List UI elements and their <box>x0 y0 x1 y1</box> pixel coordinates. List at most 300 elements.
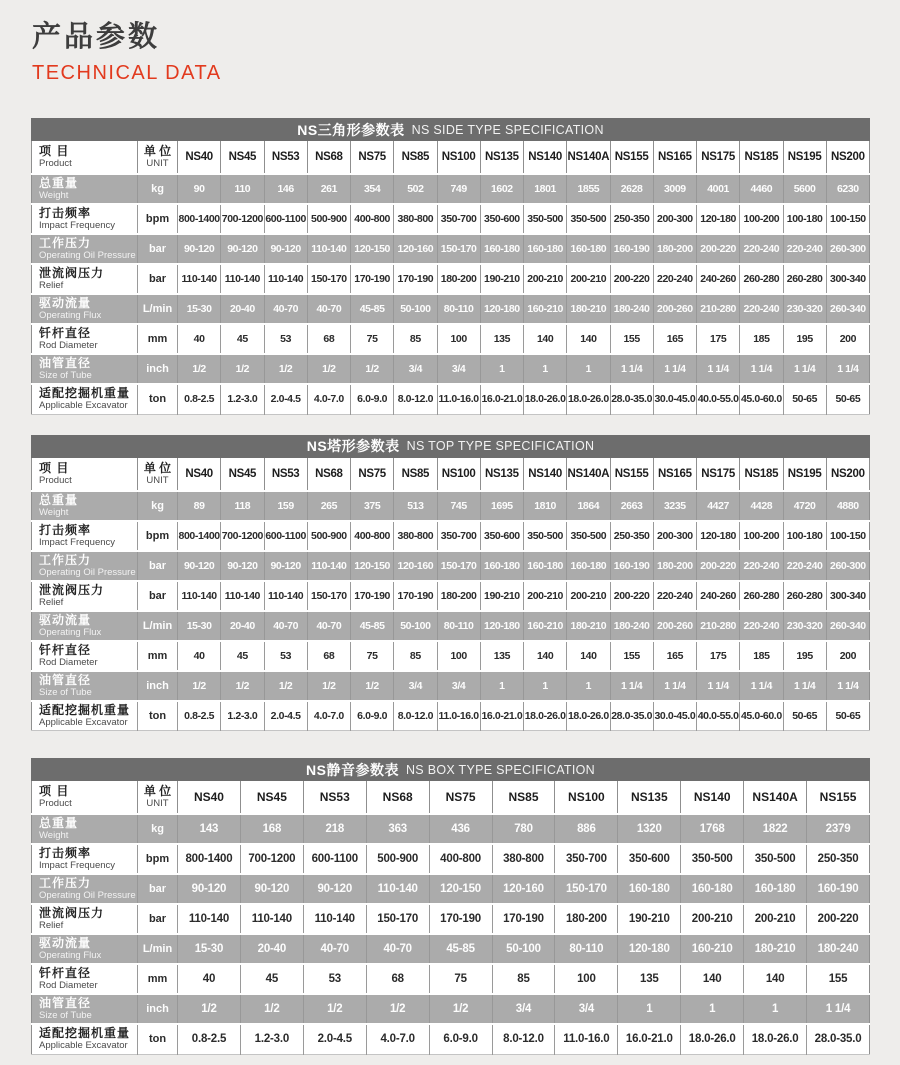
spec-value-cell: 100-200 <box>740 204 783 234</box>
spec-value-cell: 1822 <box>744 814 807 844</box>
row-unit-cell: bpm <box>138 204 178 234</box>
table-row <box>32 874 870 904</box>
row-label-en: Size of Tube <box>39 370 92 381</box>
spec-value-cell: 175 <box>697 324 740 354</box>
spec-value-cell: 40 <box>178 964 241 994</box>
spec-value-cell: 140 <box>744 964 807 994</box>
spec-value-cell: 749 <box>437 174 480 204</box>
spec-value-cell: 68 <box>307 641 350 671</box>
spec-value-cell: 1.2-3.0 <box>240 1024 303 1054</box>
spec-value-cell: 1 1/4 <box>697 671 740 701</box>
spec-table-1 <box>31 118 870 415</box>
model-header: NS53 <box>264 141 307 174</box>
model-header: NS68 <box>366 781 429 814</box>
spec-value-cell: 146 <box>264 174 307 204</box>
spec-value-cell: 500-900 <box>366 844 429 874</box>
spec-value-cell: 18.0-26.0 <box>524 384 567 414</box>
spec-value-cell: 1 <box>567 354 610 384</box>
spec-value-cell: 1/2 <box>178 994 241 1024</box>
spec-value-cell: 2.0-4.5 <box>264 701 307 731</box>
spec-value-cell: 218 <box>303 814 366 844</box>
spec-value-cell: 1801 <box>524 174 567 204</box>
spec-value-cell: 1 1/4 <box>697 354 740 384</box>
row-unit-cell: kg <box>138 814 178 844</box>
row-unit-cell: bpm <box>138 521 178 551</box>
spec-value-cell: 2.0-4.5 <box>264 384 307 414</box>
spec-value-cell: 375 <box>351 491 394 521</box>
row-label-zh: 适配挖掘机重量 <box>39 1026 131 1041</box>
spec-value-cell: 110-140 <box>178 581 221 611</box>
spec-value-cell: 200-210 <box>744 904 807 934</box>
spec-value-cell: 40-70 <box>303 934 366 964</box>
spec-value-cell: 4428 <box>740 491 783 521</box>
spec-value-cell: 120-180 <box>618 934 681 964</box>
spec-value-cell: 200-220 <box>610 264 653 294</box>
row-label-cell <box>32 671 138 701</box>
spec-value-cell: 165 <box>653 641 696 671</box>
spec-value-cell: 110-140 <box>303 904 366 934</box>
spec-value-cell: 1.2-3.0 <box>221 384 264 414</box>
spec-value-cell: 50-65 <box>826 701 869 731</box>
header-product-en: Product <box>39 798 72 809</box>
spec-value-cell: 90-120 <box>178 874 241 904</box>
row-label-en: Operating Oil Pressure <box>39 890 136 901</box>
spec-value-cell: 160-180 <box>744 874 807 904</box>
spec-value-cell: 1768 <box>681 814 744 844</box>
row-label-en: Applicable Excavator <box>39 400 128 412</box>
spec-value-cell: 200-210 <box>567 264 610 294</box>
model-header: NS45 <box>221 458 264 491</box>
row-label-zh: 工作压力 <box>39 236 92 250</box>
header-product-en: Product <box>39 158 72 169</box>
spec-value-cell: 80-110 <box>437 611 480 641</box>
model-header: NS68 <box>307 458 350 491</box>
spec-value-cell: 350-600 <box>480 204 523 234</box>
row-label-zh: 钎杆直径 <box>39 642 92 657</box>
spec-value-cell: 220-240 <box>740 294 783 324</box>
header-unit-en: UNIT <box>146 158 169 169</box>
spec-value-cell: 1 <box>567 671 610 701</box>
spec-value-cell: 220-240 <box>653 581 696 611</box>
spec-value-cell: 180-240 <box>610 611 653 641</box>
spec-value-cell: 120-180 <box>480 611 523 641</box>
model-header: NS100 <box>555 781 618 814</box>
row-label-cell <box>32 264 138 294</box>
table-title-zh: NS静音参数表 <box>306 761 399 778</box>
spec-value-cell: 50-65 <box>783 701 826 731</box>
spec-value-cell: 15-30 <box>178 611 221 641</box>
spec-value-cell: 350-600 <box>618 844 681 874</box>
spec-value-cell: 8.0-12.0 <box>394 384 437 414</box>
table-title <box>31 758 870 781</box>
row-label-cell <box>32 354 138 384</box>
row-label-en: Operating Oil Pressure <box>39 566 136 578</box>
spec-value-cell: 110 <box>221 174 264 204</box>
spec-value-cell: 350-700 <box>437 521 480 551</box>
row-label-zh: 油管直径 <box>39 996 92 1010</box>
table-row <box>32 671 870 701</box>
spec-grid <box>31 458 870 732</box>
spec-value-cell: 350-700 <box>555 844 618 874</box>
spec-value-cell: 118 <box>221 491 264 521</box>
spec-value-cell: 1/2 <box>221 354 264 384</box>
model-header: NS68 <box>307 141 350 174</box>
spec-value-cell: 180-200 <box>555 904 618 934</box>
spec-value-cell: 260-300 <box>826 234 869 264</box>
spec-value-cell: 11.0-16.0 <box>437 384 480 414</box>
table-row <box>32 641 870 671</box>
spec-value-cell: 45 <box>221 641 264 671</box>
spec-value-cell: 160-210 <box>524 611 567 641</box>
spec-value-cell: 200-210 <box>524 581 567 611</box>
spec-value-cell: 20-40 <box>240 934 303 964</box>
spec-value-cell: 168 <box>240 814 303 844</box>
header-unit-zh: 单 位 <box>143 460 172 475</box>
spec-value-cell: 120-180 <box>697 521 740 551</box>
spec-value-cell: 180-200 <box>653 551 696 581</box>
model-header: NS140A <box>567 458 610 491</box>
table-row <box>32 551 870 581</box>
spec-value-cell: 110-140 <box>264 581 307 611</box>
spec-value-cell: 800-1400 <box>178 521 221 551</box>
spec-value-cell: 180-210 <box>744 934 807 964</box>
spec-value-cell: 45 <box>240 964 303 994</box>
spec-value-cell: 260-300 <box>826 551 869 581</box>
spec-value-cell: 120-160 <box>394 551 437 581</box>
spec-value-cell: 180-240 <box>610 294 653 324</box>
spec-value-cell: 220-240 <box>740 234 783 264</box>
model-header: NS155 <box>610 458 653 491</box>
spec-value-cell: 220-240 <box>783 551 826 581</box>
model-header: NS200 <box>826 458 869 491</box>
model-header: NS185 <box>740 458 783 491</box>
spec-value-cell: 363 <box>366 814 429 844</box>
row-label-en: Size of Tube <box>39 1010 92 1021</box>
model-header: NS165 <box>653 458 696 491</box>
spec-value-cell: 170-190 <box>351 581 394 611</box>
spec-value-cell: 120-180 <box>480 294 523 324</box>
spec-value-cell: 90-120 <box>264 551 307 581</box>
spec-value-cell: 1 <box>480 354 523 384</box>
spec-value-cell: 1 1/4 <box>807 994 870 1024</box>
row-label-zh: 工作压力 <box>39 552 92 567</box>
spec-value-cell: 200-210 <box>524 264 567 294</box>
row-label-en: Relief <box>39 596 64 608</box>
header-product-zh: 项 目 <box>39 144 70 158</box>
spec-value-cell: 90-120 <box>264 234 307 264</box>
spec-value-cell: 110-140 <box>178 904 241 934</box>
spec-value-cell: 28.0-35.0 <box>610 384 653 414</box>
spec-value-cell: 160-180 <box>524 551 567 581</box>
header-product-zh: 项 目 <box>39 460 70 475</box>
spec-value-cell: 53 <box>264 324 307 354</box>
spec-value-cell: 1/2 <box>178 671 221 701</box>
row-label-zh: 泄流阀压力 <box>39 906 105 920</box>
page-header <box>0 0 900 85</box>
spec-value-cell: 135 <box>480 324 523 354</box>
spec-value-cell: 0.8-2.5 <box>178 384 221 414</box>
row-label-zh: 总重量 <box>39 816 79 830</box>
model-header: NS165 <box>653 141 696 174</box>
table-row <box>32 1024 870 1054</box>
header-unit-cell <box>138 781 178 814</box>
model-header: NS195 <box>783 458 826 491</box>
spec-value-cell: 135 <box>618 964 681 994</box>
table-row <box>32 964 870 994</box>
row-label-cell <box>32 384 138 414</box>
spec-value-cell: 16.0-21.0 <box>480 384 523 414</box>
row-label-en: Rod Diameter <box>39 656 98 668</box>
spec-value-cell: 260-340 <box>826 294 869 324</box>
table-row <box>32 491 870 521</box>
model-header: NS45 <box>221 141 264 174</box>
spec-value-cell: 160-190 <box>807 874 870 904</box>
spec-value-cell: 3009 <box>653 174 696 204</box>
spec-value-cell: 1 1/4 <box>610 354 653 384</box>
spec-value-cell: 160-180 <box>480 551 523 581</box>
row-label-cell <box>32 581 138 611</box>
model-header: NS85 <box>394 458 437 491</box>
row-label-en: Impact Frequency <box>39 860 116 871</box>
spec-value-cell: 110-140 <box>264 264 307 294</box>
spec-value-cell: 350-500 <box>567 521 610 551</box>
model-header: NS40 <box>178 458 221 491</box>
spec-value-cell: 300-340 <box>826 581 869 611</box>
spec-value-cell: 400-800 <box>351 204 394 234</box>
spec-value-cell: 1 <box>618 994 681 1024</box>
spec-value-cell: 140 <box>567 641 610 671</box>
spec-value-cell: 18.0-26.0 <box>744 1024 807 1054</box>
spec-value-cell: 1/2 <box>240 994 303 1024</box>
spec-value-cell: 20-40 <box>221 294 264 324</box>
row-label-cell <box>32 521 138 551</box>
spec-value-cell: 160-210 <box>524 294 567 324</box>
spec-value-cell: 89 <box>178 491 221 521</box>
row-label-en: Rod Diameter <box>39 340 98 351</box>
spec-value-cell: 160-180 <box>567 551 610 581</box>
spec-value-cell: 180-200 <box>437 264 480 294</box>
header-unit-cell <box>138 141 178 174</box>
table-row <box>32 204 870 234</box>
row-label-en: Applicable Excavator <box>39 716 128 728</box>
spec-value-cell: 40-70 <box>264 611 307 641</box>
spec-value-cell: 140 <box>524 641 567 671</box>
spec-value-cell: 50-100 <box>492 934 555 964</box>
spec-value-cell: 200-220 <box>807 904 870 934</box>
spec-value-cell: 150-170 <box>437 234 480 264</box>
row-label-en: Impact Frequency <box>39 536 116 548</box>
row-label-cell <box>32 234 138 264</box>
spec-value-cell: 350-700 <box>437 204 480 234</box>
table-row <box>32 174 870 204</box>
page-subtitle: TECHNICAL DATA <box>32 62 222 84</box>
spec-value-cell: 210-280 <box>697 294 740 324</box>
spec-value-cell: 100-200 <box>740 521 783 551</box>
spec-value-cell: 120-150 <box>351 234 394 264</box>
row-label-cell <box>32 964 138 994</box>
table-row <box>32 234 870 264</box>
header-product-en: Product <box>39 474 72 486</box>
spec-value-cell: 160-210 <box>681 934 744 964</box>
row-label-cell <box>32 641 138 671</box>
model-header: NS85 <box>394 141 437 174</box>
table-row <box>32 611 870 641</box>
table-row <box>32 814 870 844</box>
model-header: NS75 <box>351 458 394 491</box>
spec-value-cell: 500-900 <box>307 521 350 551</box>
row-label-en: Applicable Excavator <box>39 1040 128 1052</box>
row-label-en: Operating Flux <box>39 310 102 321</box>
model-header: NS140A <box>567 141 610 174</box>
spec-value-cell: 28.0-35.0 <box>610 701 653 731</box>
spec-value-cell: 260-280 <box>783 581 826 611</box>
model-header: NS53 <box>303 781 366 814</box>
header-unit-zh: 单 位 <box>143 784 172 798</box>
spec-value-cell: 1/2 <box>178 354 221 384</box>
spec-value-cell: 100-180 <box>783 521 826 551</box>
spec-value-cell: 250-350 <box>610 204 653 234</box>
model-header: NS135 <box>480 141 523 174</box>
table-title <box>31 435 870 458</box>
spec-value-cell: 120-180 <box>697 204 740 234</box>
spec-value-cell: 1 <box>524 354 567 384</box>
spec-value-cell: 90-120 <box>221 234 264 264</box>
spec-value-cell: 350-500 <box>681 844 744 874</box>
spec-value-cell: 135 <box>480 641 523 671</box>
model-header: NS40 <box>178 141 221 174</box>
header-unit-cell <box>138 458 178 491</box>
spec-value-cell: 140 <box>567 324 610 354</box>
spec-value-cell: 90-120 <box>240 874 303 904</box>
spec-value-cell: 2379 <box>807 814 870 844</box>
header-row <box>32 141 870 174</box>
spec-value-cell: 200-220 <box>697 234 740 264</box>
spec-value-cell: 45.0-60.0 <box>740 701 783 731</box>
spec-value-cell: 1864 <box>567 491 610 521</box>
row-label-en: Weight <box>39 830 69 841</box>
spec-value-cell: 502 <box>394 174 437 204</box>
spec-value-cell: 380-800 <box>394 204 437 234</box>
row-label-cell <box>32 934 138 964</box>
row-label-cell <box>32 324 138 354</box>
table-row <box>32 701 870 731</box>
model-header: NS175 <box>697 458 740 491</box>
spec-value-cell: 1/2 <box>264 671 307 701</box>
spec-value-cell: 250-350 <box>610 521 653 551</box>
spec-value-cell: 100 <box>437 324 480 354</box>
spec-value-cell: 4.0-7.0 <box>307 701 350 731</box>
spec-value-cell: 85 <box>394 324 437 354</box>
spec-value-cell: 185 <box>740 641 783 671</box>
spec-value-cell: 110-140 <box>366 874 429 904</box>
spec-value-cell: 3235 <box>653 491 696 521</box>
spec-value-cell: 700-1200 <box>221 204 264 234</box>
table-row <box>32 934 870 964</box>
spec-value-cell: 1 <box>744 994 807 1024</box>
spec-value-cell: 6.0-9.0 <box>351 701 394 731</box>
spec-value-cell: 500-900 <box>307 204 350 234</box>
spec-value-cell: 1/2 <box>351 671 394 701</box>
spec-value-cell: 350-500 <box>524 521 567 551</box>
spec-table-2 <box>31 435 870 732</box>
spec-value-cell: 150-170 <box>307 264 350 294</box>
spec-value-cell: 1 1/4 <box>610 671 653 701</box>
row-unit-cell: kg <box>138 491 178 521</box>
row-unit-cell: L/min <box>138 294 178 324</box>
spec-value-cell: 75 <box>351 641 394 671</box>
table-row <box>32 264 870 294</box>
table-row <box>32 994 870 1024</box>
spec-value-cell: 175 <box>697 641 740 671</box>
table-title-zh: NS三角形参数表 <box>297 121 405 138</box>
spec-value-cell: 170-190 <box>394 581 437 611</box>
spec-value-cell: 180-240 <box>807 934 870 964</box>
row-label-en: Operating Oil Pressure <box>39 250 136 261</box>
spec-value-cell: 75 <box>351 324 394 354</box>
row-label-zh: 驱动流量 <box>39 296 92 310</box>
row-label-zh: 钎杆直径 <box>39 326 92 340</box>
spec-value-cell: 6.0-9.0 <box>429 1024 492 1054</box>
spec-value-cell: 120-150 <box>429 874 492 904</box>
spec-value-cell: 1/2 <box>303 994 366 1024</box>
spec-value-cell: 160-180 <box>681 874 744 904</box>
spec-value-cell: 4.0-7.0 <box>307 384 350 414</box>
model-header: NS185 <box>740 141 783 174</box>
row-label-cell <box>32 814 138 844</box>
row-label-zh: 打击频率 <box>39 522 92 537</box>
row-label-zh: 适配挖掘机重量 <box>39 702 131 717</box>
row-unit-cell: bar <box>138 264 178 294</box>
spec-value-cell: 260-280 <box>740 581 783 611</box>
row-unit-cell: inch <box>138 354 178 384</box>
row-unit-cell: bar <box>138 874 178 904</box>
spec-value-cell: 200-210 <box>567 581 610 611</box>
header-row <box>32 781 870 814</box>
table-row <box>32 844 870 874</box>
spec-value-cell: 160-180 <box>618 874 681 904</box>
spec-value-cell: 1 1/4 <box>783 671 826 701</box>
spec-value-cell: 150-170 <box>555 874 618 904</box>
spec-value-cell: 200-220 <box>610 581 653 611</box>
spec-value-cell: 190-210 <box>480 581 523 611</box>
table-row <box>32 904 870 934</box>
row-unit-cell: ton <box>138 701 178 731</box>
row-unit-cell: ton <box>138 384 178 414</box>
spec-value-cell: 155 <box>610 324 653 354</box>
spec-value-cell: 120-160 <box>394 234 437 264</box>
spec-value-cell: 1/2 <box>366 994 429 1024</box>
spec-value-cell: 170-190 <box>492 904 555 934</box>
row-label-en: Operating Flux <box>39 950 102 961</box>
spec-value-cell: 4001 <box>697 174 740 204</box>
table-title-en: NS TOP TYPE SPECIFICATION <box>406 439 595 453</box>
spec-value-cell: 18.0-26.0 <box>681 1024 744 1054</box>
row-label-cell <box>32 994 138 1024</box>
spec-value-cell: 20-40 <box>221 611 264 641</box>
model-header: NS155 <box>807 781 870 814</box>
spec-value-cell: 380-800 <box>492 844 555 874</box>
spec-value-cell: 350-600 <box>480 521 523 551</box>
spec-value-cell: 195 <box>783 641 826 671</box>
spec-value-cell: 380-800 <box>394 521 437 551</box>
spec-value-cell: 350-500 <box>744 844 807 874</box>
spec-value-cell: 200-300 <box>653 204 696 234</box>
row-label-en: Impact Frequency <box>39 220 116 231</box>
spec-value-cell: 15-30 <box>178 934 241 964</box>
row-unit-cell: bar <box>138 581 178 611</box>
spec-grid <box>31 781 870 1055</box>
spec-value-cell: 11.0-16.0 <box>437 701 480 731</box>
